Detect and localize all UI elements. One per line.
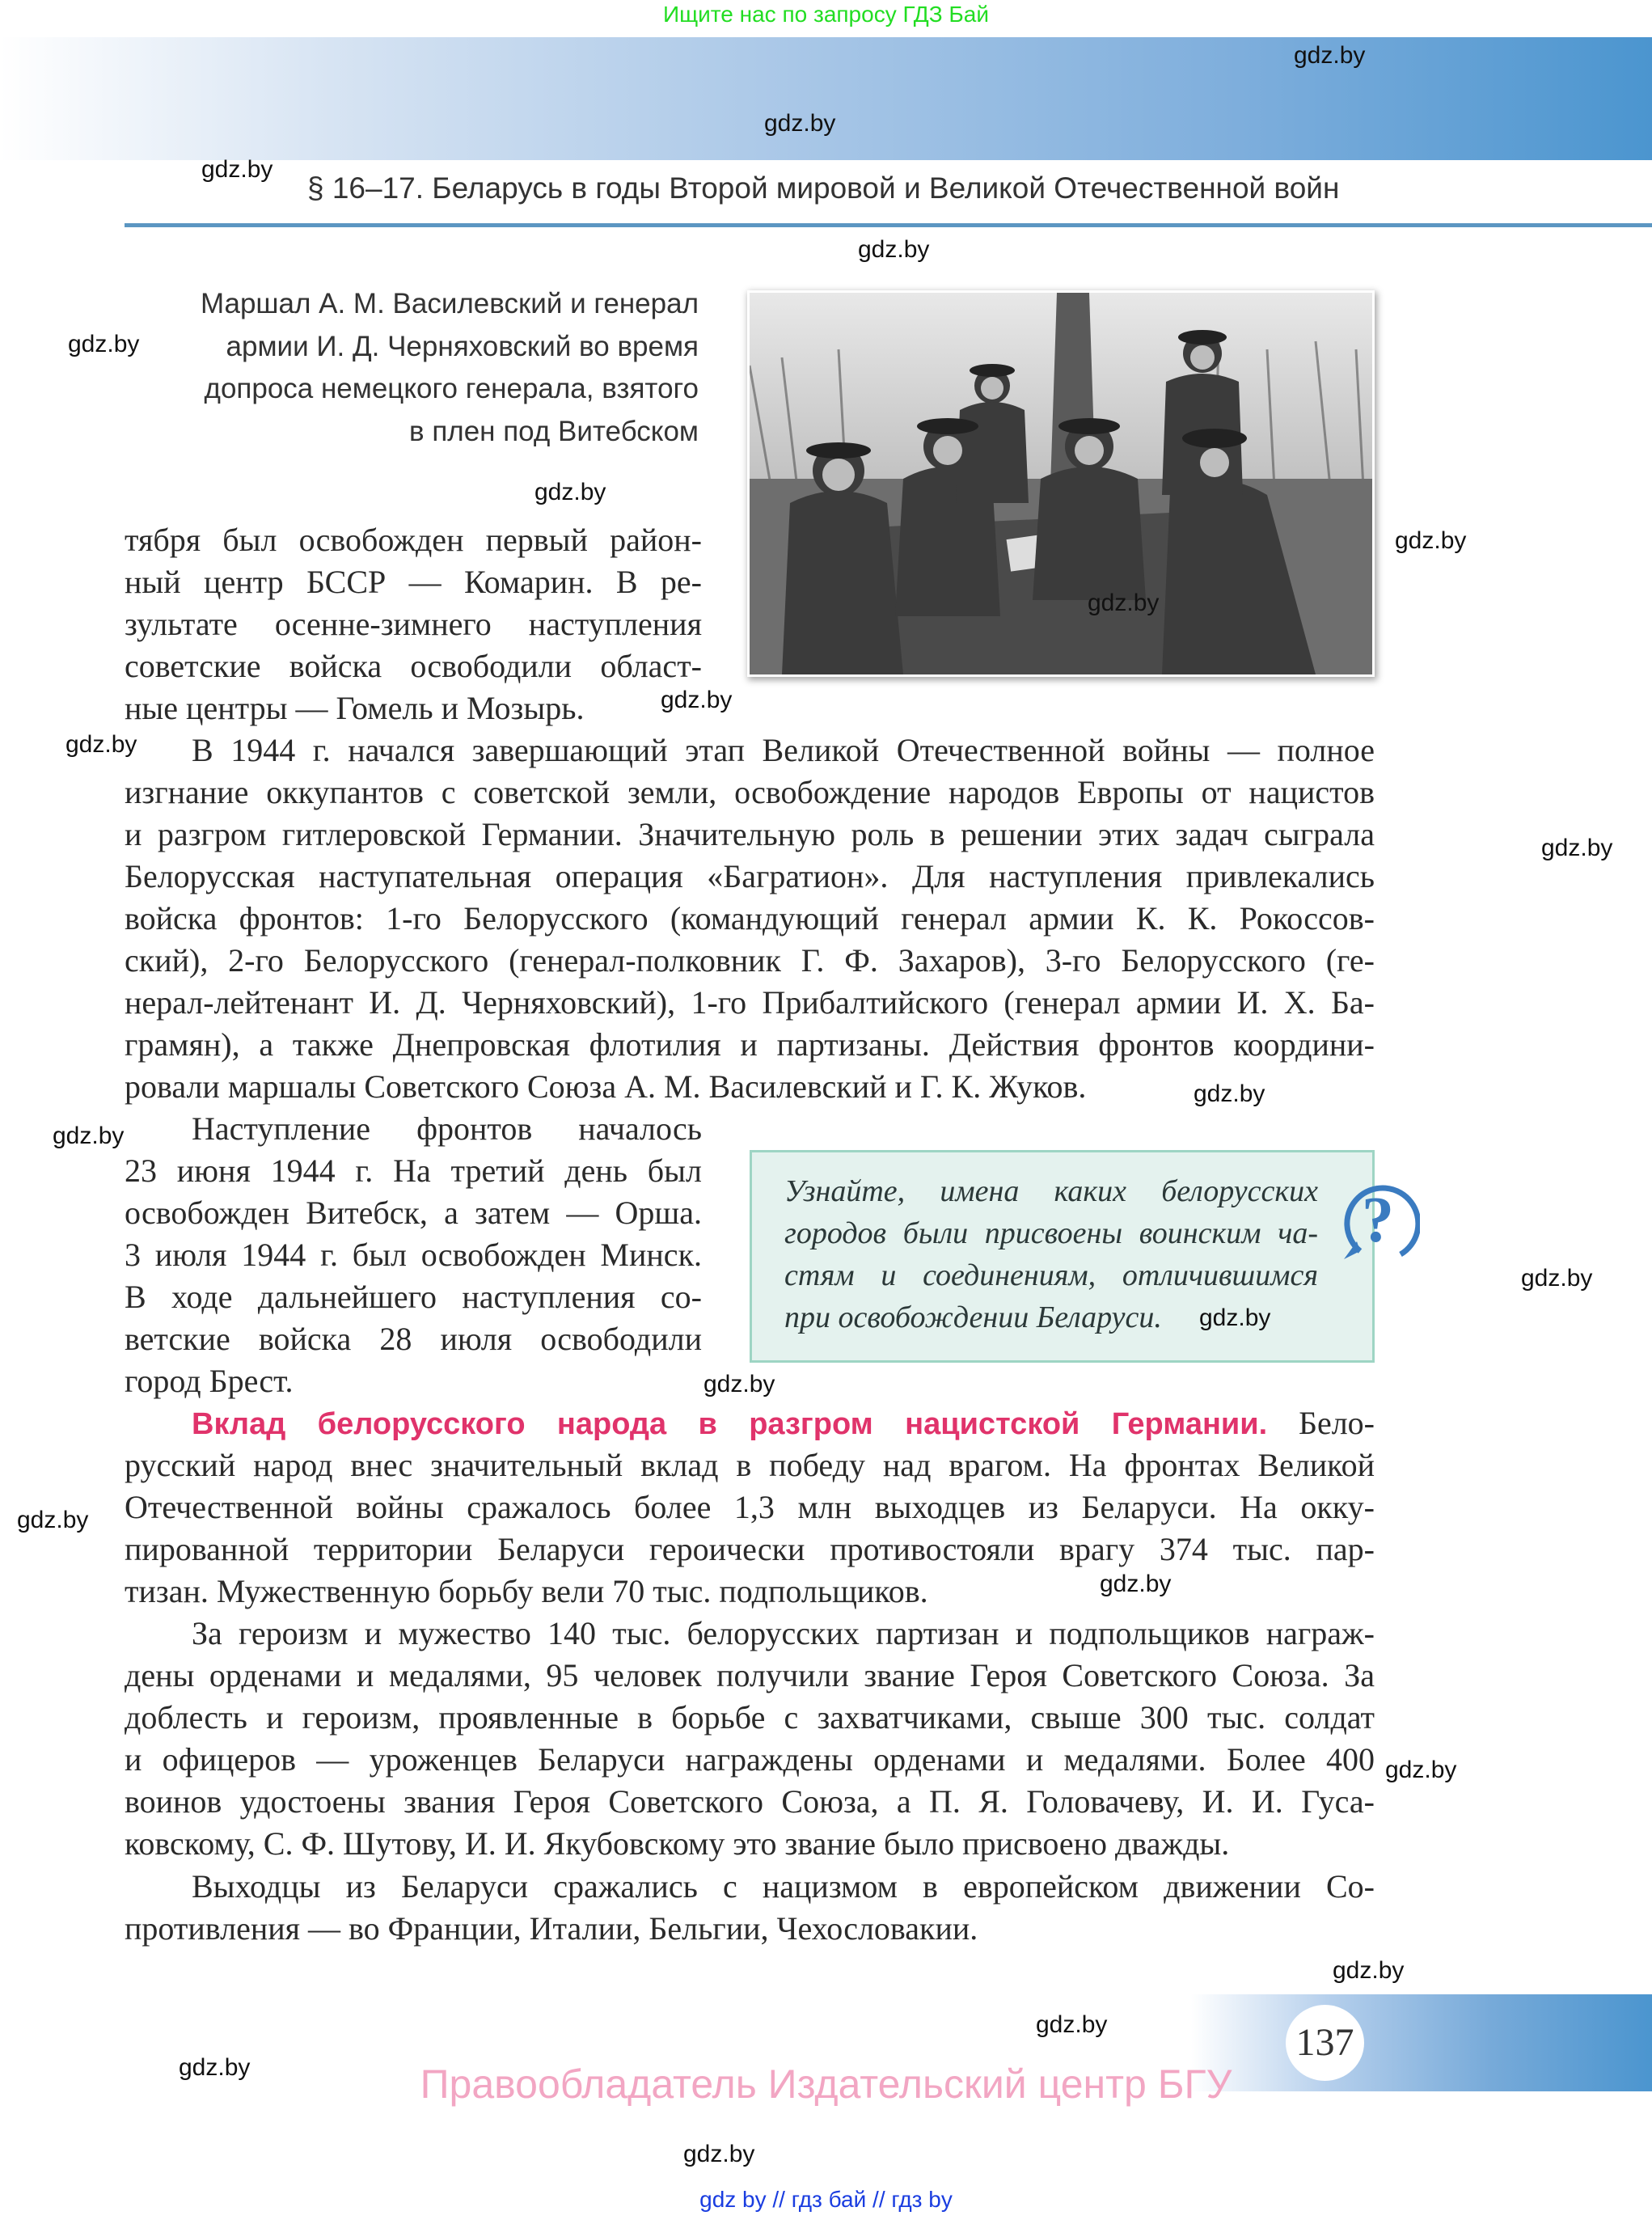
watermark: gdz.by (1199, 1304, 1271, 1331)
body-line: войска фронтов: 1-го Белорусского (командующий генерал армии К. К. Рокоссов- (125, 900, 1375, 937)
section-heading: Вклад белорусского народа в разгром нацистской Германии. (192, 1407, 1268, 1442)
watermark: gdz.by (1541, 835, 1613, 861)
watermark: gdz.by (703, 1371, 775, 1397)
watermark: gdz.by (53, 1123, 125, 1149)
caption-line: допроса немецкого генерала, взятого (204, 373, 699, 404)
body-line: нерал-лейтенант И. Д. Черняховский), 1-го Прибалтийского (генерал армии И. Х. Ба- (125, 984, 1375, 1021)
body-line (125, 1402, 1375, 1444)
question-icon (1336, 1177, 1420, 1266)
body-line: 23 июня 1944 г. На третий день был (125, 1152, 702, 1190)
section-title: § 16–17. Беларусь в годы Второй мировой и Великой Отечественной войн (307, 171, 1340, 205)
page-number: 137 (1286, 2005, 1364, 2081)
rights-holder: Правообладатель Издательский центр БГУ (420, 2061, 1232, 2107)
watermark: gdz.by (661, 687, 733, 713)
body-line: советские войска освободили област- (125, 648, 702, 685)
watermark: gdz.by (1194, 1080, 1265, 1107)
body-line: ровали маршалы Советского Союза А. М. Василевский и Г. К. Жуков. (125, 1068, 1087, 1106)
watermark: gdz.by (1333, 1957, 1405, 1984)
watermark: gdz.by (68, 331, 140, 357)
body-line: ный центр БССР — Комарин. В ре- (125, 564, 702, 601)
watermark: gdz.by (1395, 527, 1467, 554)
body-line: тября был освобожден первый район- (125, 522, 702, 558)
question-line: Узнайте, имена каких белорусских (784, 1174, 1318, 1208)
body-line: За героизм и мужество 140 тыс. белорусских партизан и подпольщиков награж- (192, 1615, 1375, 1652)
body-line: и разгром гитлеровской Германии. Значительную роль в решении этих задач сыграла (125, 816, 1375, 853)
body-line: доблесть и героизм, проявленные в борьбе с захватчиками, свыше 300 тыс. солдат (125, 1699, 1375, 1736)
body-line: Отечественной войны сражалось более 1,3 млн выходцев из Беларуси. На окку- (125, 1489, 1375, 1526)
body-line: В ходе дальнейшего наступления со- (125, 1279, 702, 1316)
watermark: gdz.by (858, 236, 930, 263)
watermark: gdz.by (179, 2054, 251, 2081)
watermark: gdz.by (17, 1507, 89, 1533)
watermark: gdz.by (1521, 1265, 1593, 1292)
body-line-text: Бело- (1298, 1405, 1375, 1442)
footer-links[interactable]: gdz by // гдз бай // гдз by (699, 2187, 953, 2212)
body-line: изгнание оккупантов с советской земли, освобождение народов Европы от нацистов (125, 774, 1375, 811)
header-rule (125, 223, 1652, 227)
body-line: 3 июля 1944 г. был освобожден Минск. (125, 1237, 702, 1274)
watermark: gdz.by (65, 731, 137, 758)
question-line: городов были присвоены воинским ча- (784, 1216, 1318, 1250)
watermark: gdz.by (534, 479, 606, 505)
watermark: gdz.by (1088, 590, 1160, 616)
watermark: gdz.by (1385, 1757, 1457, 1783)
body-line: русский народ внес значительный вклад в победу над врагом. На фронтах Великой (125, 1447, 1375, 1484)
watermark: gdz.by (201, 156, 273, 183)
caption-line: армии И. Д. Черняховский во время (226, 330, 699, 362)
body-line: Выходцы из Беларуси сражались с нацизмом в европейском движении Со- (192, 1867, 1375, 1905)
watermark: gdz.by (1100, 1571, 1172, 1597)
caption-line: в плен под Витебском (409, 415, 699, 447)
body-line: тизан. Мужественную борьбу вели 70 тыс. подпольщиков. (125, 1573, 928, 1610)
question-line: стям и соединениям, отличившимся (784, 1258, 1318, 1292)
watermark: gdz.by (1036, 2011, 1108, 2038)
body-line: город Брест. (125, 1363, 294, 1400)
svg-text:?: ? (1362, 1185, 1394, 1256)
body-line: Наступление фронтов началось (192, 1110, 702, 1148)
body-line: дены орденами и медалями, 95 человек получили звание Героя Советского Союза. За (125, 1657, 1375, 1694)
body-line: В 1944 г. начался завершающий этап Великой Отечественной войны — полное (192, 732, 1375, 769)
caption-line: Маршал А. М. Василевский и генерал (200, 288, 699, 319)
question-box (750, 1150, 1375, 1363)
photo-caption (125, 283, 699, 453)
question-line: при освобождении Беларуси. (784, 1300, 1162, 1334)
body-line: зультате осенне-зимнего наступления (125, 606, 702, 643)
body-line: ные центры — Гомель и Мозырь. (125, 690, 585, 727)
body-line: воинов удостоены звания Героя Советского Союза, а П. Я. Головачеву, И. И. Гуса- (125, 1783, 1375, 1820)
top-note: Ищите нас по запросу ГДЗ Бай (662, 2, 990, 27)
watermark: gdz.by (764, 110, 836, 137)
watermark: gdz.by (683, 2141, 755, 2167)
body-line: Белорусская наступательная операция «Багратион». Для наступления привлекались (125, 858, 1375, 895)
header-band (0, 37, 1652, 160)
body-line: освобожден Витебск, а затем — Орша. (125, 1194, 702, 1232)
body-line: ский), 2-го Белорусского (генерал-полковник Г. Ф. Захаров), 3-го Белорусского (ге- (125, 942, 1375, 979)
watermark: gdz.by (1294, 42, 1366, 69)
body-line: грамян), а также Днепровская флотилия и партизаны. Действия фронтов координи- (125, 1026, 1375, 1063)
body-line: и офицеров — уроженцев Беларуси награждены орденами и медалями. Более 400 (125, 1741, 1375, 1778)
body-line: ветские войска 28 июля освободили (125, 1321, 702, 1358)
body-line: ковскому, С. Ф. Шутову, И. И. Якубовскому это звание было присвоено дважды. (125, 1825, 1230, 1862)
body-line: пированной территории Беларуси героически противостояли врагу 374 тыс. пар- (125, 1531, 1375, 1568)
body-line: противления — во Франции, Италии, Бельгии, Чехословакии. (125, 1909, 978, 1947)
